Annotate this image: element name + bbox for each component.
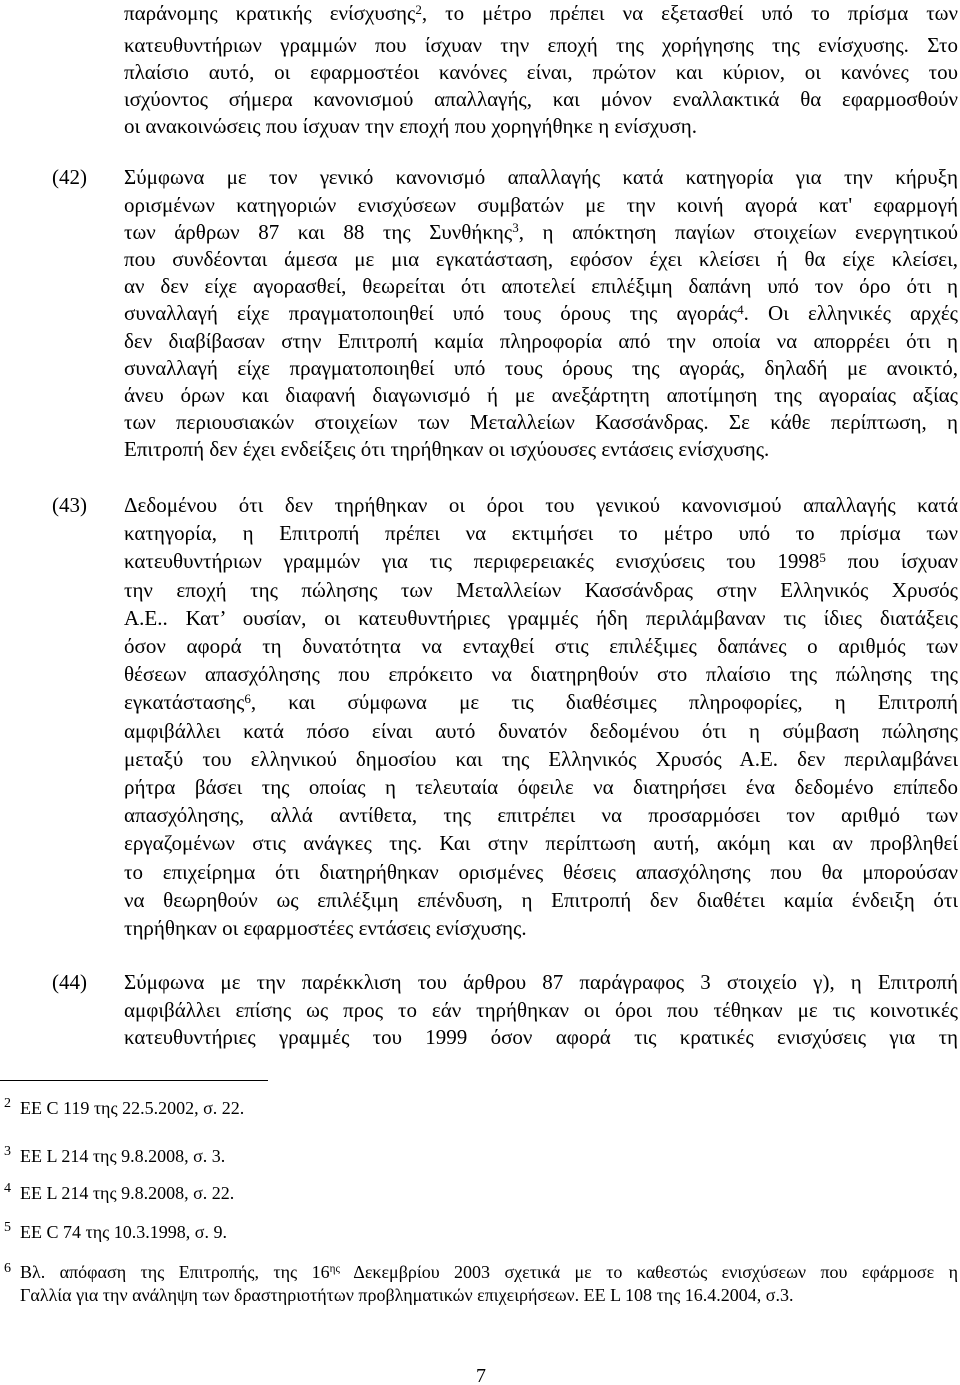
text-line: αμφιβάλλει επίσης ως προς το εάν τηρήθηκαν οι όροι που τέθηκαν με τις κοινοτικές	[124, 997, 958, 1022]
footnote	[0, 1145, 958, 1167]
footnote	[0, 1261, 958, 1307]
text-line: Σύμφωνα με τον γενικό κανονισμό απαλλαγής κατά κατηγορία για την κήρυξη	[124, 165, 958, 190]
footnote-number: 2	[4, 1096, 11, 1111]
text-segment: , το μέτρο πρέπει να εξετασθεί υπό το πρίσμα των	[421, 1, 959, 25]
footnote-number: 5	[4, 1220, 11, 1235]
text-line: συναλλαγή είχε πραγματοποιηθεί υπό τους όρους της αγοράς, δηλαδή με ανοικτό,	[124, 355, 958, 380]
text-segment: , η απόκτηση παγίων στοιχείων ενεργητικού	[518, 219, 958, 244]
footnote-reference[interactable]: 6	[244, 690, 251, 706]
paragraph-43	[124, 491, 958, 942]
paragraph-number: (44)	[52, 970, 87, 995]
footnote-text: ΕΕ C 74 της 10.3.1998, σ. 9.	[20, 1222, 227, 1242]
text-line: Επιτροπή δεν έχει ενδείξεις ότι τηρήθηκαν οι ισχύουσες εντάσεις ενίσχυσης.	[124, 437, 770, 462]
text-line	[124, 688, 958, 716]
footnote-number: 3	[4, 1144, 11, 1159]
footnote-reference[interactable]: 4	[737, 301, 744, 317]
paragraph-number: (42)	[52, 165, 87, 190]
text-line: οι ανακοινώσεις που ίσχυαν την εποχή που χορηγήθηκε η ενίσχυση.	[124, 113, 697, 138]
paragraph-continuation	[124, 0, 958, 140]
page-number: 7	[476, 1365, 486, 1385]
footnote	[0, 1221, 958, 1243]
text-segment: Βλ. απόφαση της Επιτροπής, της 16	[20, 1261, 330, 1282]
text-line: θέσεων απασχόλησης που επρόκειτο να διατηρηθούν στο πλαίσιο της πώλησης της	[124, 662, 958, 687]
text-line: απασχόλησης, αλλά αντίθετα, της επιτρέπει να προσαρμόσει τον αριθμό των	[124, 803, 958, 828]
text-line: εργαζομένων στις ανάγκες της. Και στην περίπτωση αυτή, ακόμη και αν προβληθεί	[124, 831, 958, 856]
text-segment: παράνομης κρατικής ενίσχυσης	[124, 1, 416, 25]
text-line	[124, 547, 958, 575]
text-line: Σύμφωνα με την παρέκκλιση του άρθρου 87 παράγραφος 3 στοιχείο γ), η Επιτροπή	[124, 970, 958, 995]
text-line: δεν διαβίβασαν στην Επιτροπή καμία πληροφορία από την οποία να απορρέει ότι η	[124, 328, 958, 353]
text-segment: συναλλαγή είχε πραγματοποιηθεί υπό τους όρους της αγοράς	[124, 301, 738, 326]
text-line: Α.Ε.. Κατ’ ουσίαν, οι κατευθυντήριες γραμμές ήδη περιλάμβαναν τις ίδιες διατάξεις	[124, 605, 958, 630]
text-line: την εποχή της πώλησης των Μεταλλείων Κασσάνδρας στην Ελληνικός Χρυσός	[124, 577, 958, 602]
text-line: πλαίσιο αυτό, οι εφαρμοστέοι κανόνες είναι, πρώτον και κύριον, οι κανόνες του	[124, 59, 958, 84]
footnote	[0, 1097, 958, 1119]
text-segment: κατευθυντήριων γραμμών για τις περιφερειακές ενισχύσεις του 1998	[124, 549, 820, 574]
text-line: ορισμένων κατηγοριών ενισχύσεων συμβατών με την κοινή αγορά κατ' εφαρμογή	[124, 192, 958, 217]
text-line	[124, 0, 958, 27]
text-segment: εγκατάστασης	[124, 690, 245, 715]
text-line: των περιουσιακών στοιχείων των Μεταλλείων Κασσάνδρας. Σε κάθε περίπτωση, η	[124, 410, 958, 435]
text-segment: των άρθρων 87 και 88 της Συνθήκης	[124, 219, 513, 244]
text-segment: . Οι ελληνικές αρχές	[743, 301, 958, 326]
text-segment: Δεκεμβρίου 2003 σχετικά με το καθεστώς ενισχύσεων που εφάρμοσε η	[339, 1261, 958, 1282]
text-line: αμφιβάλλει κατά πόσο είναι αυτό δυνατόν δεδομένου ότι η σύμβαση πώλησης	[124, 718, 958, 743]
footnote-number: 6	[4, 1260, 11, 1276]
paragraph-44	[124, 969, 958, 1052]
text-line	[20, 1261, 958, 1284]
paragraph-number: (43)	[52, 492, 87, 517]
text-line: Δεδομένου ότι δεν τηρήθηκαν οι όροι του γενικού κανονισμού απαλλαγής κατά	[124, 492, 958, 517]
text-line	[124, 300, 958, 327]
text-line: Γαλλία για την ανάληψη των δραστηριοτήτων προβληματικών επιχειρήσεων. ΕΕ L 108 της 16.4.2004, σ.3.	[20, 1284, 794, 1305]
text-line: ισχύοντος σήμερα κανονισμού απαλλαγής, και μόνον εναλλακτικά θα εφαρμοσθούν	[124, 86, 958, 111]
footnote-text: ΕΕ L 214 της 9.8.2008, σ. 22.	[20, 1183, 235, 1203]
ordinal-suffix: ης	[329, 1262, 340, 1275]
text-line: άνευ όρων και διαφανή διαγωνισμό ή με ανεξάρτητη αποτίμηση της αγοραίας αξίας	[124, 383, 958, 408]
text-line: κατευθυντήριες γραμμές του 1999 όσον αφορά τις κρατικές ενισχύσεις για τη	[124, 1025, 958, 1050]
text-line: μεταξύ του ελληνικού δημοσίου και της Ελληνικός Χρυσός Α.Ε. δεν περιλαμβάνει	[124, 746, 958, 771]
text-line: όσον αφορά τη δυνατότητα να ενταχθεί στις επιλέξιμες δαπάνες ο αριθμός των	[124, 633, 958, 658]
text-segment: που ίσχυαν	[825, 549, 959, 574]
paragraph-42	[124, 164, 958, 463]
footnote-separator	[0, 1080, 268, 1081]
text-line: κατηγορία, η Επιτροπή πρέπει να εκτιμήσει το μέτρο υπό το πρίσμα των	[124, 521, 958, 546]
text-line: ρήτρα βάσει της οποίας η τελευταία όφειλε να διατηρήσει ένα δεδομένο επίπεδο	[124, 774, 958, 799]
text-segment: , και σύμφωνα με τις διαθέσιμες πληροφορίες, η Επιτροπή	[250, 690, 958, 715]
text-line: που συνδέονται άμεσα με μια εγκατάσταση, εφόσον έχει κλείσει ή θα είχε κλείσει,	[124, 247, 958, 271]
footnote-text: ΕΕ L 214 της 9.8.2008, σ. 3.	[20, 1146, 226, 1166]
text-line: κατευθυντήριων γραμμών που ίσχυαν την εποχή της χορήγησης της ενίσχυσης. Στο	[124, 32, 958, 57]
footnote	[0, 1182, 958, 1204]
footnote-text: ΕΕ C 119 της 22.5.2002, σ. 22.	[20, 1098, 245, 1118]
footnote-number: 4	[4, 1181, 11, 1196]
text-line	[124, 219, 958, 246]
text-line: αν δεν είχε αγορασθεί, θεωρείται ότι αποτελεί επιλέξιμη δαπάνη υπό τον όρο ότι η	[124, 274, 958, 299]
footnote-text	[20, 1261, 958, 1307]
footnote-reference[interactable]: 3	[512, 220, 519, 236]
text-line: τηρήθηκαν οι εφαρμοστέες εντάσεις ενίσχυσης.	[124, 915, 527, 940]
text-line: το επιχείρημα ότι διατηρήθηκαν ορισμένες θέσεις απασχόλησης που θα μπορούσαν	[124, 859, 958, 884]
footnote-reference[interactable]: 2	[415, 1, 422, 17]
text-line: να θεωρηθούν ως επιλέξιμη επένδυση, η Επιτροπή δεν διαθέτει καμία ένδειξη ότι	[124, 887, 958, 912]
footnote-reference[interactable]: 5	[819, 549, 826, 565]
